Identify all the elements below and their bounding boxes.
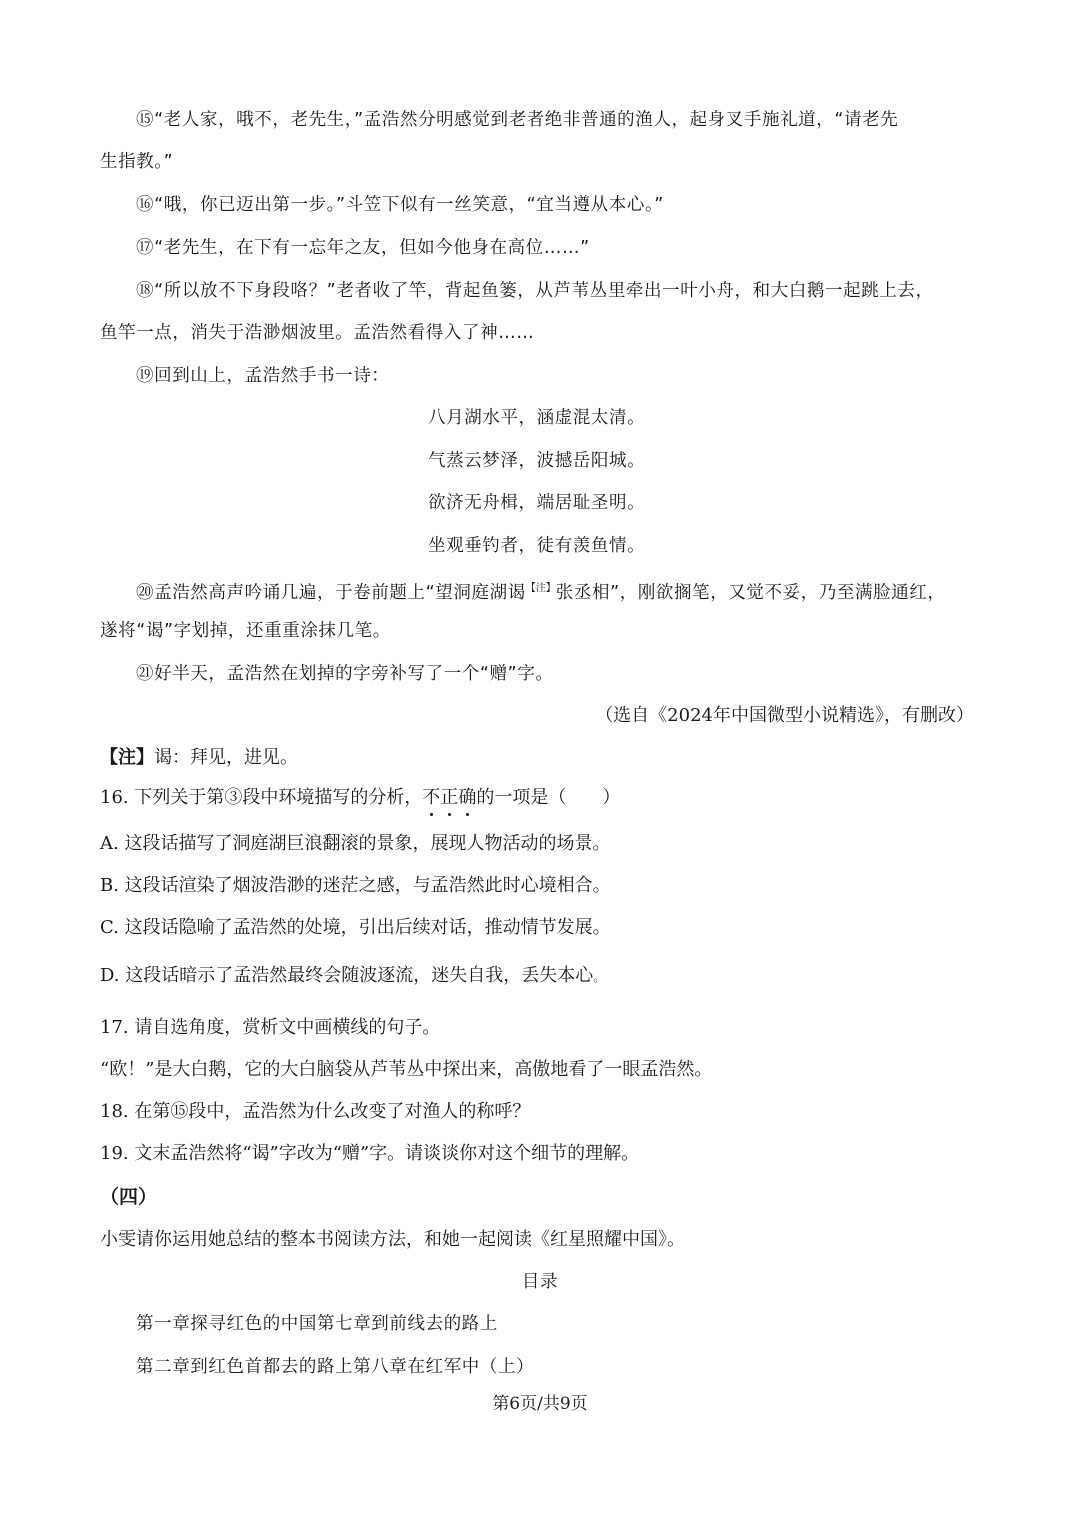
toc-title: 目录 bbox=[521, 1272, 559, 1292]
paragraph-15-line-1: ⑮“老人家，哦不，老先生，”孟浩然分明感觉到老者绝非普通的渔人，起身叉手施礼道，“请老先 bbox=[136, 110, 899, 130]
poem-line-3: 欲济无舟楫，端居耻圣明。 bbox=[428, 493, 646, 513]
question-17: 17. 请自选角度，赏析文中画横线的句子。 bbox=[100, 1017, 441, 1038]
page-number: 第6页/共9页 bbox=[492, 1394, 588, 1414]
paragraph-20-text-a: ⑳孟浩然高声吟诵几遍，于卷前题上“望洞庭湖谒 bbox=[136, 582, 526, 603]
question-16-text-a: 16. 下列关于第③段中环境描写的分析， bbox=[100, 787, 423, 808]
option-d-text: D. 这段话暗示了孟浩然最终会随波逐流，迷失自我，丢失本心 bbox=[100, 965, 594, 986]
poem-line-1: 八月湖水平，涵虚混太清。 bbox=[428, 408, 646, 428]
question-16-text-b: 的一项是（ ） bbox=[476, 787, 621, 808]
footnote-label: 【注】 bbox=[100, 747, 154, 768]
poem-line-4: 坐观垂钓者，徒有羡鱼情。 bbox=[428, 536, 646, 556]
footnote bbox=[100, 746, 980, 770]
paragraph-18-line-1: ⑱“所以放不下身段咯？”老者收了竿，背起鱼篓，从芦苇丛里牵出一叶小舟，和大白鹅一起跳上去， bbox=[136, 281, 934, 301]
question-17-quote: “欧！”是大白鹅，它的大白脑袋从芦苇丛中探出来，高傲地看了一眼孟浩然。 bbox=[100, 1059, 713, 1080]
paragraph-21: ㉑好半天，孟浩然在划掉的字旁补写了一个“赠”字。 bbox=[136, 664, 554, 684]
question-19: 19. 文末孟浩然将“谒”字改为“赠”字。请谈谈你对这个细节的理解。 bbox=[100, 1143, 640, 1164]
option-d-end: 。 bbox=[593, 970, 606, 984]
paragraph-16: ⑯“哦，你已迈出第一步。”斗笠下似有一丝笑意，“宜当遵从本心。” bbox=[136, 195, 664, 215]
footnote-text: 谒：拜见，进见。 bbox=[154, 747, 298, 768]
paragraph-20-text-b: 张丞相”，刚欲搁笔，又觉不妥，乃至满脸通红， bbox=[555, 582, 946, 603]
emphasis-char: 不 bbox=[422, 787, 441, 808]
source-citation: （选自《2024年中国微型小说精选》，有删改） bbox=[595, 705, 974, 726]
emphasis-char: 确 bbox=[458, 787, 477, 808]
footnote-marker: 【注】 bbox=[525, 583, 556, 594]
paragraph-19: ⑲回到山上，孟浩然手书一诗： bbox=[136, 366, 390, 386]
question-18: 18. 在第⑮段中，孟浩然为什么改变了对渔人的称呼？ bbox=[100, 1101, 531, 1122]
emphasis-char: 正 bbox=[440, 787, 459, 808]
paragraph-15-line-2: 生指教。” bbox=[100, 152, 174, 172]
poem-line-2: 气蒸云梦泽，波撼岳阳城。 bbox=[428, 451, 646, 471]
paragraph-20-line-2: 遂将“谒”字划掉，还重重涂抹几笔。 bbox=[100, 621, 391, 641]
toc-line-2: 第二章到红色首都去的路上第八章在红军中（上） bbox=[136, 1357, 535, 1377]
emphasis-dotted bbox=[422, 786, 476, 810]
option-d bbox=[100, 964, 980, 989]
section-intro: 小雯请你运用她总结的整本书阅读方法，和她一起阅读《红星照耀中国》。 bbox=[100, 1229, 685, 1250]
toc-line-1: 第一章探寻红色的中国第七章到前线去的路上 bbox=[136, 1314, 498, 1334]
paragraph-18-line-2: 鱼竿一点，消失于浩渺烟波里。孟浩然看得入了神…… bbox=[100, 323, 535, 343]
option-a: A. 这段话描写了洞庭湖巨浪翻滚的景象，展现人物活动的场景。 bbox=[100, 833, 611, 854]
section-heading: （四） bbox=[100, 1186, 158, 1208]
paragraph-20-line-1 bbox=[136, 577, 1016, 605]
question-16 bbox=[100, 786, 980, 810]
option-c: C. 这段话隐喻了孟浩然的处境，引出后续对话，推动情节发展。 bbox=[100, 917, 611, 938]
option-b: B. 这段话渲染了烟波浩渺的迷茫之感，与孟浩然此时心境相合。 bbox=[100, 875, 611, 896]
paragraph-17: ⑰“老先生，在下有一忘年之友，但如今他身在高位……” bbox=[136, 238, 590, 258]
